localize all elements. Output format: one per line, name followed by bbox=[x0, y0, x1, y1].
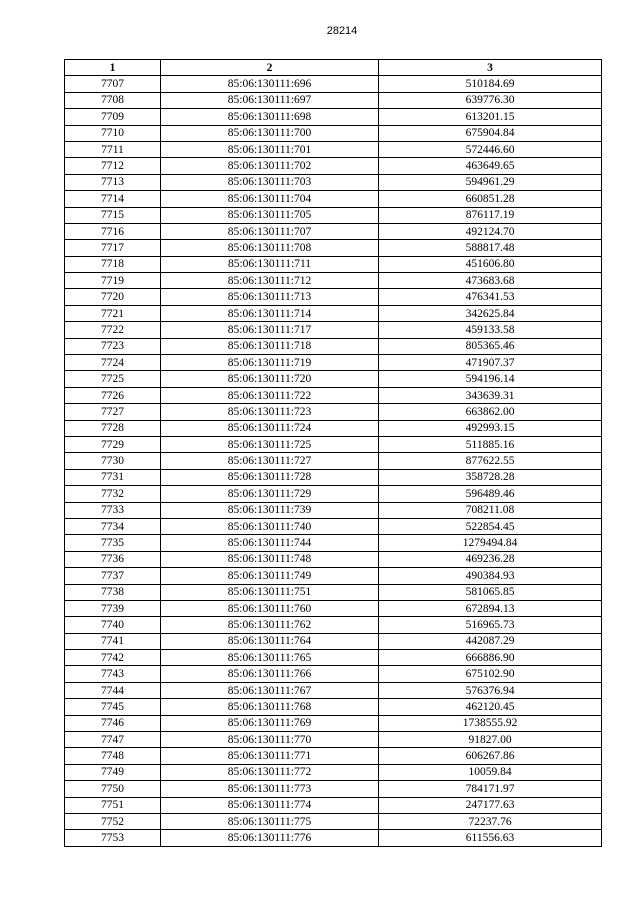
table-row bbox=[65, 125, 602, 141]
table-row bbox=[65, 666, 602, 682]
row-number-cell: 7751 bbox=[65, 797, 161, 813]
table-row bbox=[65, 76, 602, 92]
row-number-cell: 7744 bbox=[65, 682, 161, 698]
table-row bbox=[65, 223, 602, 239]
row-number-cell: 7707 bbox=[65, 76, 161, 92]
row-number-cell: 7737 bbox=[65, 568, 161, 584]
table-row bbox=[65, 92, 602, 108]
table-body bbox=[65, 76, 602, 846]
cadastral-number-cell: 85:06:130111:770 bbox=[161, 732, 379, 748]
value-cell: 572446.60 bbox=[379, 141, 602, 157]
cadastral-number-cell: 85:06:130111:697 bbox=[161, 92, 379, 108]
cadastral-number-cell: 85:06:130111:762 bbox=[161, 617, 379, 633]
cadastral-number-cell: 85:06:130111:744 bbox=[161, 535, 379, 551]
row-number-cell: 7729 bbox=[65, 436, 161, 452]
row-number-cell: 7712 bbox=[65, 158, 161, 174]
value-cell: 611556.63 bbox=[379, 830, 602, 846]
value-cell: 462120.45 bbox=[379, 699, 602, 715]
cadastral-number-cell: 85:06:130111:704 bbox=[161, 191, 379, 207]
table-row bbox=[65, 748, 602, 764]
value-cell: 708211.08 bbox=[379, 502, 602, 518]
value-cell: 459133.58 bbox=[379, 322, 602, 338]
cadastral-number-cell: 85:06:130111:771 bbox=[161, 748, 379, 764]
row-number-cell: 7748 bbox=[65, 748, 161, 764]
table-row bbox=[65, 338, 602, 354]
cadastral-number-cell: 85:06:130111:700 bbox=[161, 125, 379, 141]
table-row bbox=[65, 191, 602, 207]
table-row bbox=[65, 830, 602, 846]
row-number-cell: 7749 bbox=[65, 764, 161, 780]
table-row bbox=[65, 355, 602, 371]
row-number-cell: 7745 bbox=[65, 699, 161, 715]
cadastral-number-cell: 85:06:130111:711 bbox=[161, 256, 379, 272]
value-cell: 675102.90 bbox=[379, 666, 602, 682]
value-cell: 675904.84 bbox=[379, 125, 602, 141]
value-cell: 91827.00 bbox=[379, 732, 602, 748]
table-row bbox=[65, 158, 602, 174]
cadastral-number-cell: 85:06:130111:719 bbox=[161, 355, 379, 371]
value-cell: 510184.69 bbox=[379, 76, 602, 92]
cadastral-number-cell: 85:06:130111:727 bbox=[161, 453, 379, 469]
value-cell: 666886.90 bbox=[379, 650, 602, 666]
table-row bbox=[65, 387, 602, 403]
value-cell: 442087.29 bbox=[379, 633, 602, 649]
row-number-cell: 7750 bbox=[65, 781, 161, 797]
value-cell: 660851.28 bbox=[379, 191, 602, 207]
value-cell: 511885.16 bbox=[379, 436, 602, 452]
row-number-cell: 7753 bbox=[65, 830, 161, 846]
row-number-cell: 7736 bbox=[65, 551, 161, 567]
table-row bbox=[65, 141, 602, 157]
value-cell: 342625.84 bbox=[379, 305, 602, 321]
table-row bbox=[65, 813, 602, 829]
row-number-cell: 7741 bbox=[65, 633, 161, 649]
row-number-cell: 7726 bbox=[65, 387, 161, 403]
cadastral-number-cell: 85:06:130111:722 bbox=[161, 387, 379, 403]
value-cell: 451606.80 bbox=[379, 256, 602, 272]
table-header-row bbox=[65, 60, 602, 76]
table-row bbox=[65, 256, 602, 272]
value-cell: 576376.94 bbox=[379, 682, 602, 698]
value-cell: 476341.53 bbox=[379, 289, 602, 305]
value-cell: 469236.28 bbox=[379, 551, 602, 567]
table-row bbox=[65, 699, 602, 715]
table-row bbox=[65, 617, 602, 633]
row-number-cell: 7725 bbox=[65, 371, 161, 387]
table-row bbox=[65, 109, 602, 125]
column-header-3: 3 bbox=[379, 60, 602, 76]
row-number-cell: 7734 bbox=[65, 518, 161, 534]
table-row bbox=[65, 732, 602, 748]
cadastral-number-cell: 85:06:130111:703 bbox=[161, 174, 379, 190]
value-cell: 522854.45 bbox=[379, 518, 602, 534]
value-cell: 343639.31 bbox=[379, 387, 602, 403]
cadastral-number-cell: 85:06:130111:717 bbox=[161, 322, 379, 338]
cadastral-number-cell: 85:06:130111:751 bbox=[161, 584, 379, 600]
row-number-cell: 7740 bbox=[65, 617, 161, 633]
table-row bbox=[65, 453, 602, 469]
table-row bbox=[65, 568, 602, 584]
table-row bbox=[65, 584, 602, 600]
cadastral-number-cell: 85:06:130111:760 bbox=[161, 600, 379, 616]
cadastral-number-cell: 85:06:130111:729 bbox=[161, 486, 379, 502]
table-row bbox=[65, 289, 602, 305]
row-number-cell: 7715 bbox=[65, 207, 161, 223]
row-number-cell: 7742 bbox=[65, 650, 161, 666]
row-number-cell: 7724 bbox=[65, 355, 161, 371]
row-number-cell: 7711 bbox=[65, 141, 161, 157]
value-cell: 613201.15 bbox=[379, 109, 602, 125]
value-cell: 594961.29 bbox=[379, 174, 602, 190]
value-cell: 663862.00 bbox=[379, 404, 602, 420]
value-cell: 492124.70 bbox=[379, 223, 602, 239]
cadastral-number-cell: 85:06:130111:772 bbox=[161, 764, 379, 780]
cadastral-number-cell: 85:06:130111:698 bbox=[161, 109, 379, 125]
row-number-cell: 7709 bbox=[65, 109, 161, 125]
value-cell: 596489.46 bbox=[379, 486, 602, 502]
value-cell: 10059.84 bbox=[379, 764, 602, 780]
cadastral-number-cell: 85:06:130111:713 bbox=[161, 289, 379, 305]
table-row bbox=[65, 682, 602, 698]
value-cell: 247177.63 bbox=[379, 797, 602, 813]
row-number-cell: 7708 bbox=[65, 92, 161, 108]
cadastral-number-cell: 85:06:130111:767 bbox=[161, 682, 379, 698]
value-cell: 72237.76 bbox=[379, 813, 602, 829]
value-cell: 473683.68 bbox=[379, 273, 602, 289]
row-number-cell: 7713 bbox=[65, 174, 161, 190]
value-cell: 877622.55 bbox=[379, 453, 602, 469]
value-cell: 672894.13 bbox=[379, 600, 602, 616]
cadastral-number-cell: 85:06:130111:705 bbox=[161, 207, 379, 223]
cadastral-number-cell: 85:06:130111:749 bbox=[161, 568, 379, 584]
cadastral-number-cell: 85:06:130111:724 bbox=[161, 420, 379, 436]
row-number-cell: 7746 bbox=[65, 715, 161, 731]
cadastral-number-cell: 85:06:130111:766 bbox=[161, 666, 379, 682]
table-row bbox=[65, 436, 602, 452]
row-number-cell: 7720 bbox=[65, 289, 161, 305]
cadastral-number-cell: 85:06:130111:707 bbox=[161, 223, 379, 239]
cadastral-number-cell: 85:06:130111:773 bbox=[161, 781, 379, 797]
row-number-cell: 7721 bbox=[65, 305, 161, 321]
cadastral-number-cell: 85:06:130111:765 bbox=[161, 650, 379, 666]
row-number-cell: 7719 bbox=[65, 273, 161, 289]
cadastral-number-cell: 85:06:130111:701 bbox=[161, 141, 379, 157]
row-number-cell: 7716 bbox=[65, 223, 161, 239]
table-row bbox=[65, 469, 602, 485]
table-row bbox=[65, 650, 602, 666]
cadastral-number-cell: 85:06:130111:748 bbox=[161, 551, 379, 567]
page-number: 28214 bbox=[326, 25, 358, 37]
value-cell: 490384.93 bbox=[379, 568, 602, 584]
table-row bbox=[65, 764, 602, 780]
row-number-cell: 7722 bbox=[65, 322, 161, 338]
row-number-cell: 7717 bbox=[65, 240, 161, 256]
cadastral-number-cell: 85:06:130111:774 bbox=[161, 797, 379, 813]
row-number-cell: 7752 bbox=[65, 813, 161, 829]
value-cell: 463649.65 bbox=[379, 158, 602, 174]
row-number-cell: 7732 bbox=[65, 486, 161, 502]
cadastral-number-cell: 85:06:130111:720 bbox=[161, 371, 379, 387]
value-cell: 581065.85 bbox=[379, 584, 602, 600]
table-row bbox=[65, 486, 602, 502]
table-row bbox=[65, 420, 602, 436]
cadastral-number-cell: 85:06:130111:725 bbox=[161, 436, 379, 452]
table-row bbox=[65, 273, 602, 289]
cadastral-number-cell: 85:06:130111:712 bbox=[161, 273, 379, 289]
data-table bbox=[64, 59, 602, 847]
cadastral-number-cell: 85:06:130111:728 bbox=[161, 469, 379, 485]
value-cell: 639776.30 bbox=[379, 92, 602, 108]
row-number-cell: 7731 bbox=[65, 469, 161, 485]
value-cell: 594196.14 bbox=[379, 371, 602, 387]
table-row bbox=[65, 715, 602, 731]
table-row bbox=[65, 305, 602, 321]
column-header-1: 1 bbox=[65, 60, 161, 76]
table-row bbox=[65, 502, 602, 518]
cadastral-number-cell: 85:06:130111:702 bbox=[161, 158, 379, 174]
row-number-cell: 7747 bbox=[65, 732, 161, 748]
table-row bbox=[65, 781, 602, 797]
cadastral-number-cell: 85:06:130111:696 bbox=[161, 76, 379, 92]
cadastral-number-cell: 85:06:130111:768 bbox=[161, 699, 379, 715]
table-row bbox=[65, 633, 602, 649]
row-number-cell: 7743 bbox=[65, 666, 161, 682]
value-cell: 876117.19 bbox=[379, 207, 602, 223]
value-cell: 1738555.92 bbox=[379, 715, 602, 731]
row-number-cell: 7733 bbox=[65, 502, 161, 518]
row-number-cell: 7723 bbox=[65, 338, 161, 354]
value-cell: 358728.28 bbox=[379, 469, 602, 485]
value-cell: 606267.86 bbox=[379, 748, 602, 764]
table-row bbox=[65, 322, 602, 338]
table-row bbox=[65, 535, 602, 551]
row-number-cell: 7739 bbox=[65, 600, 161, 616]
table-row bbox=[65, 240, 602, 256]
row-number-cell: 7738 bbox=[65, 584, 161, 600]
cadastral-number-cell: 85:06:130111:740 bbox=[161, 518, 379, 534]
cadastral-number-cell: 85:06:130111:776 bbox=[161, 830, 379, 846]
column-header-2: 2 bbox=[161, 60, 379, 76]
cadastral-number-cell: 85:06:130111:764 bbox=[161, 633, 379, 649]
table-row bbox=[65, 371, 602, 387]
value-cell: 471907.37 bbox=[379, 355, 602, 371]
table-row bbox=[65, 404, 602, 420]
cadastral-number-cell: 85:06:130111:775 bbox=[161, 813, 379, 829]
row-number-cell: 7728 bbox=[65, 420, 161, 436]
row-number-cell: 7730 bbox=[65, 453, 161, 469]
cadastral-number-cell: 85:06:130111:714 bbox=[161, 305, 379, 321]
row-number-cell: 7735 bbox=[65, 535, 161, 551]
cadastral-number-cell: 85:06:130111:723 bbox=[161, 404, 379, 420]
value-cell: 784171.97 bbox=[379, 781, 602, 797]
table-row bbox=[65, 797, 602, 813]
value-cell: 588817.48 bbox=[379, 240, 602, 256]
cadastral-number-cell: 85:06:130111:769 bbox=[161, 715, 379, 731]
row-number-cell: 7710 bbox=[65, 125, 161, 141]
table-row bbox=[65, 174, 602, 190]
value-cell: 492993.15 bbox=[379, 420, 602, 436]
cadastral-number-cell: 85:06:130111:739 bbox=[161, 502, 379, 518]
table-row bbox=[65, 207, 602, 223]
row-number-cell: 7718 bbox=[65, 256, 161, 272]
row-number-cell: 7727 bbox=[65, 404, 161, 420]
table-row bbox=[65, 551, 602, 567]
table-row bbox=[65, 600, 602, 616]
value-cell: 805365.46 bbox=[379, 338, 602, 354]
row-number-cell: 7714 bbox=[65, 191, 161, 207]
value-cell: 1279494.84 bbox=[379, 535, 602, 551]
value-cell: 516965.73 bbox=[379, 617, 602, 633]
table-row bbox=[65, 518, 602, 534]
cadastral-number-cell: 85:06:130111:708 bbox=[161, 240, 379, 256]
cadastral-number-cell: 85:06:130111:718 bbox=[161, 338, 379, 354]
